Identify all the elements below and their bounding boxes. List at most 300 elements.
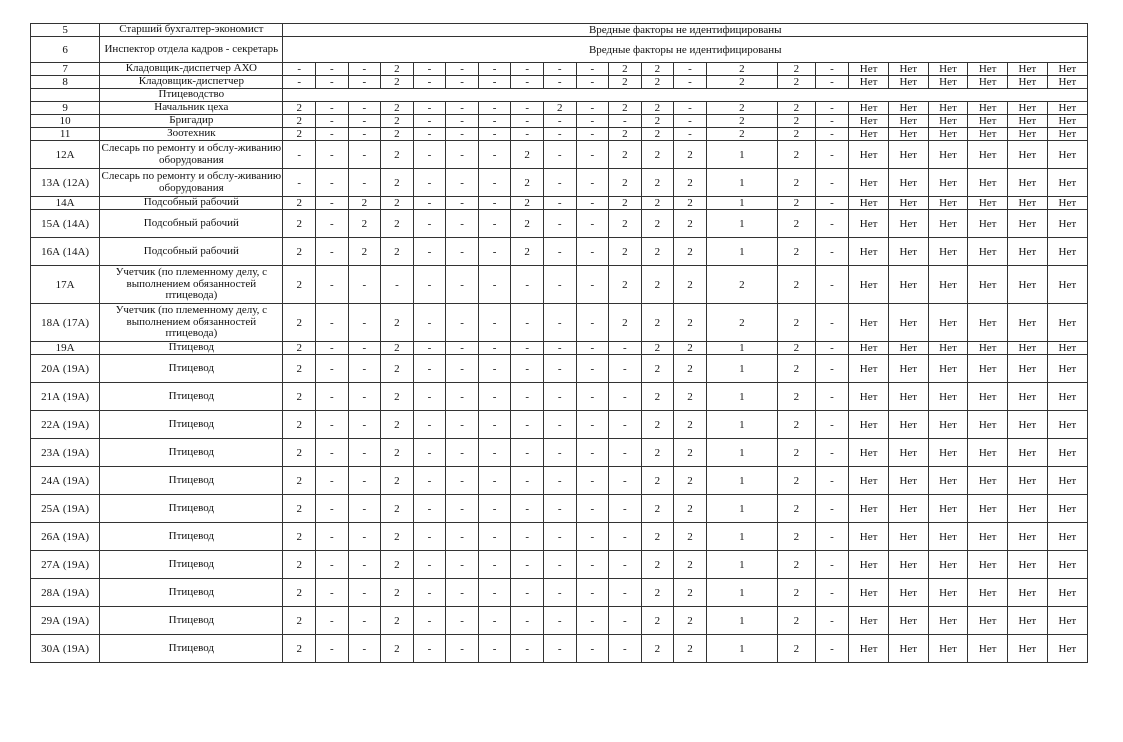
factor-value-cell: - xyxy=(446,635,479,663)
factor-value-cell: Нет xyxy=(968,128,1008,141)
factor-value-cell: 2 xyxy=(283,210,316,238)
factor-value-cell: Нет xyxy=(968,579,1008,607)
factor-value-cell: 2 xyxy=(609,102,642,115)
factor-value-cell: - xyxy=(478,355,511,383)
factor-value-cell: - xyxy=(576,304,609,342)
factor-value-cell: - xyxy=(576,76,609,89)
factor-value-cell: 2 xyxy=(609,197,642,210)
factor-value-cell: - xyxy=(348,523,381,551)
factor-value-cell: - xyxy=(478,238,511,266)
row-number-cell: 24А (19А) xyxy=(31,467,100,495)
factor-value-cell: 1 xyxy=(706,579,777,607)
factor-value-cell: 2 xyxy=(641,304,674,342)
factor-value-cell: 2 xyxy=(609,210,642,238)
factor-value-cell: Нет xyxy=(888,523,928,551)
factor-value-cell: - xyxy=(446,495,479,523)
row-number-cell: 23А (19А) xyxy=(31,439,100,467)
factor-value-cell: 2 xyxy=(381,383,414,411)
factor-value-cell: Нет xyxy=(849,635,889,663)
factor-value-cell: Нет xyxy=(928,551,968,579)
factor-value-cell: - xyxy=(316,439,349,467)
factor-value-cell: Нет xyxy=(888,115,928,128)
table-row xyxy=(31,355,1088,383)
factor-value-cell: 2 xyxy=(609,141,642,169)
factor-value-cell: - xyxy=(316,238,349,266)
factor-value-cell: 2 xyxy=(674,197,707,210)
factor-value-cell: 2 xyxy=(778,169,816,197)
row-number-cell: 8 xyxy=(31,76,100,89)
factor-value-cell: Нет xyxy=(849,197,889,210)
factor-value-cell: - xyxy=(413,102,446,115)
factor-value-cell: Нет xyxy=(849,102,889,115)
factor-value-cell: 2 xyxy=(381,115,414,128)
position-name-cell: Учетчик (по племенному делу, с выполнением обязанностей птицевода) xyxy=(100,266,283,304)
factor-value-cell: Нет xyxy=(1047,523,1087,551)
factor-value-cell: - xyxy=(543,141,576,169)
factor-value-cell: Нет xyxy=(1008,383,1048,411)
factor-value-cell: - xyxy=(478,76,511,89)
factor-value-cell: - xyxy=(609,635,642,663)
factor-value-cell: 2 xyxy=(641,579,674,607)
position-name-cell: Кладовщик-диспетчер АХО xyxy=(100,63,283,76)
factor-value-cell: 2 xyxy=(778,607,816,635)
row-number-cell: 17А xyxy=(31,266,100,304)
factor-value-cell: Нет xyxy=(849,411,889,439)
factor-value-cell: - xyxy=(316,607,349,635)
table-row xyxy=(31,102,1088,115)
factor-value-cell: - xyxy=(576,467,609,495)
table-row xyxy=(31,128,1088,141)
factor-value-cell: - xyxy=(511,355,544,383)
factor-value-cell: - xyxy=(316,551,349,579)
table-body xyxy=(31,24,1088,663)
factor-value-cell: - xyxy=(446,102,479,115)
factor-value-cell: 2 xyxy=(283,115,316,128)
factor-value-cell: - xyxy=(543,238,576,266)
factor-value-cell: - xyxy=(413,355,446,383)
factor-value-cell: Нет xyxy=(1047,115,1087,128)
factor-value-cell: 2 xyxy=(381,128,414,141)
position-name-cell: Птицевод xyxy=(100,495,283,523)
factor-value-cell: 1 xyxy=(706,523,777,551)
factor-value-cell: - xyxy=(348,76,381,89)
factor-value-cell: Нет xyxy=(1008,635,1048,663)
factor-value-cell: 2 xyxy=(511,210,544,238)
factor-value-cell: - xyxy=(543,523,576,551)
factor-value-cell: - xyxy=(348,467,381,495)
row-number-cell xyxy=(31,89,100,102)
factor-value-cell: - xyxy=(446,128,479,141)
factor-value-cell: 2 xyxy=(609,238,642,266)
factor-value-cell: Нет xyxy=(1047,102,1087,115)
factor-value-cell: 2 xyxy=(641,342,674,355)
factor-value-cell: - xyxy=(511,551,544,579)
factor-value-cell: Нет xyxy=(928,197,968,210)
factor-value-cell: 2 xyxy=(641,467,674,495)
factor-value-cell: - xyxy=(609,579,642,607)
factor-value-cell: - xyxy=(511,304,544,342)
factor-value-cell: 1 xyxy=(706,607,777,635)
factor-value-cell: - xyxy=(815,304,849,342)
factor-value-cell: - xyxy=(511,579,544,607)
factor-value-cell: 2 xyxy=(641,102,674,115)
table-row xyxy=(31,210,1088,238)
factor-value-cell: Нет xyxy=(928,238,968,266)
factor-value-cell: - xyxy=(576,169,609,197)
factor-value-cell: Нет xyxy=(888,238,928,266)
section-row xyxy=(31,89,1088,102)
factor-value-cell: - xyxy=(283,63,316,76)
factor-value-cell: 2 xyxy=(778,342,816,355)
factor-value-cell: 2 xyxy=(283,197,316,210)
factor-value-cell: Нет xyxy=(928,128,968,141)
factor-value-cell: - xyxy=(815,383,849,411)
factor-value-cell: - xyxy=(576,115,609,128)
factor-value-cell: 2 xyxy=(674,304,707,342)
factor-value-cell: Нет xyxy=(968,495,1008,523)
factor-value-cell: 2 xyxy=(381,495,414,523)
factor-value-cell: - xyxy=(348,115,381,128)
factor-value-cell: 2 xyxy=(283,304,316,342)
factor-value-cell: - xyxy=(478,102,511,115)
factor-value-cell: - xyxy=(348,304,381,342)
factor-value-cell: Нет xyxy=(968,411,1008,439)
position-name-cell: Птицевод xyxy=(100,551,283,579)
factor-value-cell: Нет xyxy=(968,141,1008,169)
factor-value-cell: Нет xyxy=(928,342,968,355)
table-row xyxy=(31,579,1088,607)
factor-value-cell: 2 xyxy=(381,76,414,89)
position-name-cell: Птицевод xyxy=(100,635,283,663)
factor-value-cell: - xyxy=(413,523,446,551)
factor-value-cell: Нет xyxy=(1047,439,1087,467)
factor-value-cell: Нет xyxy=(928,76,968,89)
factor-value-cell: Нет xyxy=(1008,579,1048,607)
factor-value-cell: Нет xyxy=(968,607,1008,635)
factor-value-cell: Нет xyxy=(1047,128,1087,141)
factor-value-cell: - xyxy=(478,266,511,304)
factor-value-cell: 2 xyxy=(706,76,777,89)
factor-value-cell: 2 xyxy=(609,266,642,304)
factor-value-cell: 2 xyxy=(641,355,674,383)
row-number-cell: 16А (14А) xyxy=(31,238,100,266)
table-row xyxy=(31,439,1088,467)
factor-value-cell: Нет xyxy=(928,169,968,197)
factor-value-cell: Нет xyxy=(849,439,889,467)
factor-value-cell: 2 xyxy=(641,63,674,76)
factor-value-cell: - xyxy=(316,210,349,238)
factor-value-cell: - xyxy=(478,210,511,238)
factor-value-cell: Нет xyxy=(1047,467,1087,495)
factor-value-cell: Нет xyxy=(968,115,1008,128)
factor-value-cell: 2 xyxy=(641,495,674,523)
factor-value-cell: 1 xyxy=(706,635,777,663)
factor-value-cell: 2 xyxy=(511,169,544,197)
factor-value-cell: Нет xyxy=(928,266,968,304)
factor-value-cell: - xyxy=(576,383,609,411)
factor-value-cell: - xyxy=(543,304,576,342)
factor-value-cell: 2 xyxy=(381,523,414,551)
factor-value-cell: Нет xyxy=(888,304,928,342)
factor-value-cell: 2 xyxy=(674,551,707,579)
factor-value-cell: - xyxy=(348,141,381,169)
row-number-cell: 21А (19А) xyxy=(31,383,100,411)
factor-value-cell: - xyxy=(511,383,544,411)
factor-value-cell: 2 xyxy=(283,355,316,383)
factor-value-cell: - xyxy=(511,342,544,355)
factor-value-cell: - xyxy=(576,551,609,579)
factor-value-cell: - xyxy=(609,607,642,635)
factor-value-cell: - xyxy=(348,495,381,523)
row-number-cell: 27А (19А) xyxy=(31,551,100,579)
factor-value-cell: - xyxy=(674,76,707,89)
factor-value-cell: 2 xyxy=(778,141,816,169)
factor-value-cell: - xyxy=(413,383,446,411)
factor-value-cell: Нет xyxy=(1047,197,1087,210)
factor-value-cell: 2 xyxy=(778,523,816,551)
factor-value-cell: Нет xyxy=(888,76,928,89)
position-name-cell: Птицевод xyxy=(100,439,283,467)
factor-value-cell: 2 xyxy=(778,238,816,266)
factor-value-cell: 2 xyxy=(641,76,674,89)
factor-value-cell: Нет xyxy=(928,439,968,467)
factor-value-cell: - xyxy=(316,411,349,439)
table-row xyxy=(31,141,1088,169)
factor-value-cell: 2 xyxy=(674,607,707,635)
factor-value-cell: - xyxy=(316,355,349,383)
factor-value-cell: - xyxy=(446,607,479,635)
factor-value-cell: Нет xyxy=(888,210,928,238)
factor-value-cell: Нет xyxy=(1047,76,1087,89)
factor-value-cell: Нет xyxy=(1008,238,1048,266)
factor-value-cell: Нет xyxy=(849,238,889,266)
factor-value-cell: - xyxy=(543,76,576,89)
factor-value-cell: - xyxy=(413,467,446,495)
factor-value-cell: - xyxy=(609,439,642,467)
factor-value-cell: Нет xyxy=(1047,141,1087,169)
factor-value-cell: - xyxy=(576,411,609,439)
factor-value-cell: - xyxy=(446,304,479,342)
factor-value-cell: Нет xyxy=(968,76,1008,89)
factor-value-cell: 2 xyxy=(778,495,816,523)
factor-value-cell: - xyxy=(511,115,544,128)
factor-value-cell: - xyxy=(348,342,381,355)
factor-value-cell: - xyxy=(316,523,349,551)
section-title: Птицеводство xyxy=(100,89,283,102)
table-row xyxy=(31,115,1088,128)
factor-value-cell: - xyxy=(511,495,544,523)
factor-value-cell: 2 xyxy=(283,495,316,523)
factor-value-cell: - xyxy=(543,495,576,523)
factor-value-cell: Нет xyxy=(849,579,889,607)
factor-value-cell: 2 xyxy=(381,467,414,495)
factor-value-cell: 1 xyxy=(706,495,777,523)
factor-value-cell: 2 xyxy=(283,102,316,115)
factor-value-cell: - xyxy=(815,495,849,523)
factor-value-cell: - xyxy=(576,495,609,523)
factor-value-cell: 1 xyxy=(706,238,777,266)
factor-value-cell: 2 xyxy=(641,523,674,551)
table-row xyxy=(31,304,1088,342)
factor-value-cell: - xyxy=(511,439,544,467)
table-row xyxy=(31,238,1088,266)
table-row xyxy=(31,495,1088,523)
factor-value-cell: 2 xyxy=(674,238,707,266)
table-row xyxy=(31,24,1088,37)
row-number-cell: 28А (19А) xyxy=(31,579,100,607)
factor-value-cell: - xyxy=(576,210,609,238)
factor-value-cell: 2 xyxy=(674,342,707,355)
factor-value-cell: 2 xyxy=(609,169,642,197)
factor-value-cell: - xyxy=(609,495,642,523)
factor-value-cell: - xyxy=(609,523,642,551)
factor-value-cell: - xyxy=(576,102,609,115)
factor-value-cell: 2 xyxy=(381,238,414,266)
factor-value-cell: - xyxy=(283,76,316,89)
factor-value-cell: - xyxy=(609,411,642,439)
factor-value-cell: 2 xyxy=(283,579,316,607)
factor-value-cell: 2 xyxy=(381,197,414,210)
position-name-cell: Подсобный рабочий xyxy=(100,197,283,210)
factor-value-cell: Нет xyxy=(1008,102,1048,115)
factor-value-cell: Нет xyxy=(1008,551,1048,579)
factor-value-cell: - xyxy=(543,607,576,635)
factor-value-cell: - xyxy=(348,411,381,439)
factor-value-cell: 2 xyxy=(778,439,816,467)
factor-value-cell: - xyxy=(316,304,349,342)
factor-value-cell: Нет xyxy=(849,210,889,238)
position-name-cell: Слесарь по ремонту и обслу-живанию оборудования xyxy=(100,169,283,197)
factor-value-cell: - xyxy=(815,128,849,141)
factor-value-cell: - xyxy=(446,169,479,197)
row-number-cell: 6 xyxy=(31,37,100,63)
no-hazards-note: Вредные факторы не идентифицированы xyxy=(283,24,1088,37)
factor-value-cell: Нет xyxy=(1008,467,1048,495)
factor-value-cell: 2 xyxy=(381,635,414,663)
factor-value-cell: 2 xyxy=(609,128,642,141)
factor-value-cell: - xyxy=(511,411,544,439)
factor-value-cell: 1 xyxy=(706,355,777,383)
factor-value-cell: - xyxy=(815,635,849,663)
factor-value-cell: Нет xyxy=(1047,342,1087,355)
factor-value-cell: Нет xyxy=(928,304,968,342)
factor-value-cell: 2 xyxy=(778,128,816,141)
factor-value-cell: - xyxy=(446,238,479,266)
factor-value-cell: Нет xyxy=(968,238,1008,266)
factor-value-cell: Нет xyxy=(968,383,1008,411)
factor-value-cell: Нет xyxy=(1047,495,1087,523)
factor-value-cell: - xyxy=(316,342,349,355)
factor-value-cell: - xyxy=(543,439,576,467)
factor-value-cell: - xyxy=(815,76,849,89)
factor-value-cell: Нет xyxy=(888,102,928,115)
factor-value-cell: 2 xyxy=(706,266,777,304)
factor-value-cell: 2 xyxy=(283,342,316,355)
factor-value-cell: 2 xyxy=(778,383,816,411)
table-row xyxy=(31,169,1088,197)
position-name-cell: Птицевод xyxy=(100,355,283,383)
factor-value-cell: 2 xyxy=(641,635,674,663)
row-number-cell: 29А (19А) xyxy=(31,607,100,635)
factor-value-cell: - xyxy=(511,635,544,663)
table-row xyxy=(31,411,1088,439)
factor-value-cell: Нет xyxy=(968,102,1008,115)
row-number-cell: 25А (19А) xyxy=(31,495,100,523)
factor-value-cell: 2 xyxy=(674,266,707,304)
factor-value-cell: 2 xyxy=(778,76,816,89)
row-number-cell: 5 xyxy=(31,24,100,37)
factor-value-cell: 2 xyxy=(609,76,642,89)
factor-value-cell: 2 xyxy=(283,607,316,635)
factor-value-cell: 2 xyxy=(674,579,707,607)
factor-value-cell: 2 xyxy=(641,141,674,169)
factor-value-cell: 2 xyxy=(674,210,707,238)
factor-value-cell: 2 xyxy=(283,383,316,411)
factor-value-cell: - xyxy=(283,141,316,169)
factor-value-cell: Нет xyxy=(849,342,889,355)
factor-value-cell: Нет xyxy=(888,266,928,304)
factor-value-cell: - xyxy=(316,579,349,607)
factor-value-cell: - xyxy=(348,63,381,76)
factor-value-cell: - xyxy=(348,439,381,467)
factor-value-cell: - xyxy=(511,102,544,115)
factor-value-cell: 2 xyxy=(381,169,414,197)
row-number-cell: 11 xyxy=(31,128,100,141)
factor-value-cell: - xyxy=(576,439,609,467)
factor-value-cell: Нет xyxy=(968,304,1008,342)
factor-value-cell: - xyxy=(815,523,849,551)
factor-value-cell: - xyxy=(609,115,642,128)
position-name-cell: Птицевод xyxy=(100,467,283,495)
factor-value-cell: Нет xyxy=(888,63,928,76)
factor-value-cell: - xyxy=(609,551,642,579)
factor-value-cell: Нет xyxy=(1047,266,1087,304)
factor-value-cell: - xyxy=(815,197,849,210)
factor-value-cell: 2 xyxy=(706,115,777,128)
factor-value-cell: 2 xyxy=(609,63,642,76)
factor-value-cell: - xyxy=(576,342,609,355)
factor-value-cell: 2 xyxy=(641,238,674,266)
factor-value-cell: - xyxy=(413,304,446,342)
factor-value-cell: Нет xyxy=(888,355,928,383)
factor-value-cell: Нет xyxy=(968,63,1008,76)
factor-value-cell: Нет xyxy=(888,342,928,355)
factor-value-cell: Нет xyxy=(888,579,928,607)
factor-value-cell: Нет xyxy=(1008,210,1048,238)
row-number-cell: 9 xyxy=(31,102,100,115)
factor-value-cell: - xyxy=(348,355,381,383)
factor-value-cell: - xyxy=(478,128,511,141)
factor-value-cell: Нет xyxy=(1008,342,1048,355)
position-name-cell: Птицевод xyxy=(100,607,283,635)
factor-value-cell: Нет xyxy=(928,63,968,76)
factor-value-cell: - xyxy=(348,579,381,607)
factor-value-cell: Нет xyxy=(1047,551,1087,579)
factor-value-cell: - xyxy=(316,128,349,141)
position-name-cell: Кладовщик-диспетчер xyxy=(100,76,283,89)
factor-value-cell: - xyxy=(543,411,576,439)
factor-value-cell: Нет xyxy=(1047,238,1087,266)
factor-value-cell: - xyxy=(576,266,609,304)
factor-value-cell: - xyxy=(316,635,349,663)
factor-value-cell: - xyxy=(316,495,349,523)
row-number-cell: 19А xyxy=(31,342,100,355)
factor-value-cell: - xyxy=(674,102,707,115)
factor-value-cell: - xyxy=(478,304,511,342)
factor-value-cell: - xyxy=(316,383,349,411)
position-name-cell: Птицевод xyxy=(100,342,283,355)
row-number-cell: 13А (12А) xyxy=(31,169,100,197)
